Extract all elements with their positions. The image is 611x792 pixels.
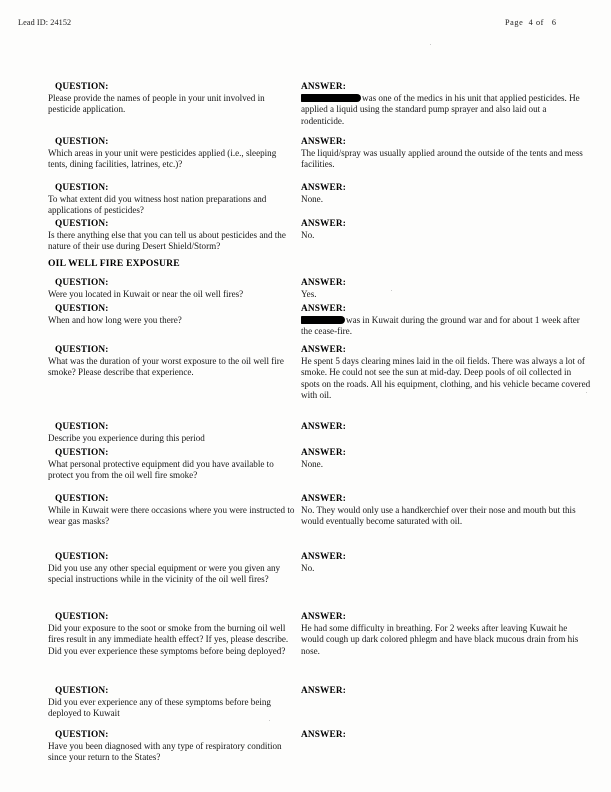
- answer-label: ANSWER:: [301, 730, 346, 740]
- question-block: [48, 422, 205, 444]
- question-block: [48, 552, 296, 586]
- answer-block: [301, 448, 346, 470]
- answer-block: [301, 183, 346, 205]
- answer-label: ANSWER:: [301, 82, 346, 92]
- answer-text: Yes.: [301, 289, 317, 299]
- answer-label: ANSWER:: [301, 137, 346, 147]
- question-text: Which areas in your unit were pesticides applied (i.e., sleeping tents, dining facilities, latrines, etc.)?: [48, 148, 277, 170]
- answer-label: ANSWER:: [301, 278, 346, 288]
- answer-text: [301, 315, 591, 338]
- question-text: Did your exposure to the soot or smoke from the burning oil well fires result in any immediate health effect? If yes, please describe. Did you ever experience these symptoms before being deployed?: [48, 623, 289, 656]
- question-label: QUESTION:: [55, 612, 109, 622]
- answer-block: [301, 137, 591, 171]
- answer-block: [301, 219, 346, 241]
- question-block: [48, 137, 296, 171]
- question-text: What personal protective equipment did you have available to protect you from the oil well fire smoke?: [48, 459, 274, 481]
- answer-block: [301, 494, 591, 528]
- question-label: QUESTION:: [55, 304, 109, 314]
- question-label: QUESTION:: [55, 494, 109, 504]
- question-text: To what extent did you witness host nation preparations and applications of pesticides?: [48, 194, 267, 216]
- answer-label: ANSWER:: [301, 219, 346, 229]
- question-block: [48, 183, 296, 217]
- question-label: QUESTION:: [55, 730, 109, 740]
- question-text: When and how long were you there?: [48, 315, 182, 325]
- answer-text: None.: [301, 194, 323, 204]
- answer-text-body: was in Kuwait during the ground war and for about 1 week after the cease-fire.: [301, 315, 580, 337]
- answer-text: [301, 93, 591, 127]
- lead-id-header: Lead ID: 24152: [18, 18, 72, 27]
- scan-speck: [586, 392, 587, 393]
- answer-text: The liquid/spray was usually applied around the outside of the tents and mess facilities.: [301, 148, 583, 170]
- question-text: Did you ever experience any of these symptoms before being deployed to Kuwait: [48, 697, 271, 719]
- question-label: QUESTION:: [55, 345, 109, 355]
- answer-text: No.: [301, 563, 315, 573]
- redaction-bar: [301, 94, 361, 102]
- scan-speck: [430, 44, 431, 45]
- question-text: While in Kuwait were there occasions where you were instructed to wear gas masks?: [48, 505, 295, 527]
- question-label: QUESTION:: [55, 219, 109, 229]
- question-text: Were you located in Kuwait or near the oil well fires?: [48, 289, 244, 299]
- answer-text: He had some difficulty in breathing. For 2 weeks after leaving Kuwait he would cough up dark colored phlegm and have black mucous drain from his nose.: [301, 623, 579, 656]
- question-label: QUESTION:: [55, 278, 109, 288]
- question-text: What was the duration of your worst exposure to the oil well fire smoke? Please describe that experience.: [48, 356, 284, 378]
- question-label: QUESTION:: [55, 448, 109, 458]
- answer-block: [301, 422, 346, 433]
- question-block: [48, 686, 296, 720]
- answer-block: [301, 730, 346, 741]
- question-block: [48, 494, 296, 528]
- answer-text-body: was one of the medics in his unit that applied pesticides. He applied a liquid using the standard pump sprayer and also laid out a rodenticide.: [301, 93, 580, 126]
- answer-block: [301, 82, 591, 127]
- answer-block: [301, 686, 346, 697]
- question-block: [48, 448, 296, 482]
- question-block: [48, 345, 296, 379]
- question-text: Did you use any other special equipment or were you given any special instructions while in the vicinity of the oil well fires?: [48, 563, 281, 585]
- question-label: QUESTION:: [55, 686, 109, 696]
- question-text: Please provide the names of people in your unit involved in pesticide application.: [48, 93, 265, 115]
- question-block: [48, 612, 296, 657]
- question-label: QUESTION:: [55, 137, 109, 147]
- question-block: [48, 219, 296, 253]
- scan-speck: [269, 720, 270, 721]
- answer-label: ANSWER:: [301, 552, 346, 562]
- answer-label: ANSWER:: [301, 304, 346, 314]
- redaction-bar: [301, 316, 345, 324]
- answer-block: [301, 345, 591, 402]
- question-text: Describe you experience during this period: [48, 433, 205, 443]
- question-label: QUESTION:: [55, 183, 109, 193]
- question-block: [48, 730, 296, 764]
- answer-label: ANSWER:: [301, 494, 346, 504]
- answer-block: [301, 552, 346, 574]
- scan-speck: [391, 290, 392, 291]
- section-heading-oil-well-fire-exposure: OIL WELL FIRE EXPOSURE: [48, 258, 180, 269]
- question-block: [48, 304, 182, 326]
- answer-text: No.: [301, 230, 315, 240]
- answer-text: No. They would only use a handkerchief over their nose and mouth but this would eventually become saturated with oil.: [301, 505, 576, 527]
- answer-block: [301, 278, 346, 300]
- question-text: Have you been diagnosed with any type of respiratory condition since your return to the States?: [48, 741, 282, 763]
- answer-block: [301, 304, 591, 338]
- answer-block: [301, 612, 591, 657]
- page-number-header: Page 4 of 6: [505, 18, 557, 27]
- answer-label: ANSWER:: [301, 345, 346, 355]
- answer-label: ANSWER:: [301, 448, 346, 458]
- question-label: QUESTION:: [55, 552, 109, 562]
- question-block: [48, 82, 296, 116]
- answer-label: ANSWER:: [301, 686, 346, 696]
- scan-speck: [389, 527, 390, 528]
- question-label: QUESTION:: [55, 82, 109, 92]
- question-text: Is there anything else that you can tell us about pesticides and the nature of their use during Desert Shield/Storm?: [48, 230, 286, 252]
- answer-label: ANSWER:: [301, 612, 346, 622]
- question-label: QUESTION:: [55, 422, 109, 432]
- answer-text: He spent 5 days clearing mines laid in the oil fields. There was always a lot of smoke. He could not see the sun at mid-day. Deep pools of oil collected in spots on the roads. All his equipment, clothing, and his vehicle became covered with oil.: [301, 356, 591, 401]
- answer-text: None.: [301, 459, 323, 469]
- answer-label: ANSWER:: [301, 422, 346, 432]
- answer-label: ANSWER:: [301, 183, 346, 193]
- question-block: [48, 278, 243, 300]
